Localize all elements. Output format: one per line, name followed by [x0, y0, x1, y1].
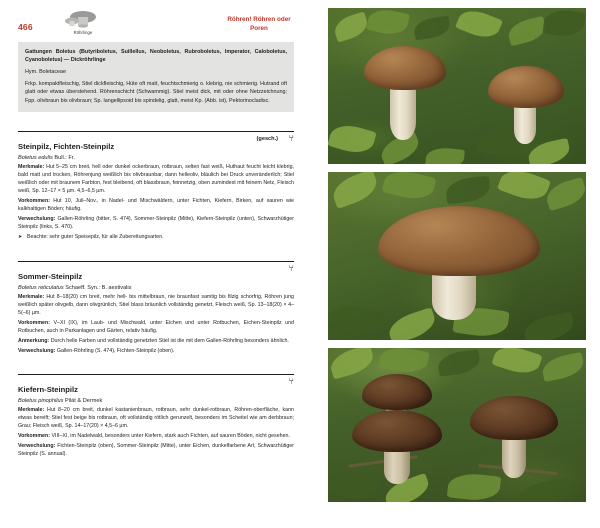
- species-title-row: [18, 261, 294, 284]
- species-section: [18, 320, 294, 336]
- species-latin-binomial: Boletus reticulatus: [18, 285, 64, 291]
- arrow-right-icon: ➤: [18, 234, 23, 240]
- species-section: [18, 216, 294, 232]
- mushroom-group-icon: [60, 8, 106, 38]
- species-entry: [18, 374, 294, 459]
- species-name: Sommer-Steinpilz: [18, 272, 83, 281]
- edibility-symbol-icon: ⑂: [288, 133, 294, 143]
- species-note: [18, 234, 294, 242]
- species-section: [18, 338, 294, 346]
- section-tag: Röhren! Röhren oder Poren: [227, 16, 291, 32]
- species-name: Kiefern-Steinpilz: [18, 385, 78, 394]
- species-section-text: Hut 5–25 cm breit, hell oder dunkel ockerbraun, rotbraun, selten fast weiß, Huthaut feucht leicht klebrig, bald matt und trocken, Röhrenjung weißlich bis olivbraunbar, dann helleoliv, bläulich bei Druck unveränderlich; Stiel weißlich oder mit braunem Farbton, fest bleibend, oft blassbraun, feinnetzig, oben zumindest mit feinem Netz, Fleisch weiß, Sp. 12–17 × 5 µm. 4,5–6,5 µm.: [18, 164, 294, 194]
- species-protection-label: (gesch.): [256, 136, 278, 142]
- species-description: [18, 164, 294, 241]
- species-latin-author: Schaeff.: [65, 285, 86, 291]
- species-synonym: Syn.: B. aestivalis: [87, 285, 132, 291]
- species-section-label: Verwechslung:: [18, 442, 56, 449]
- species-section: [18, 164, 294, 196]
- species-section-label: Anmerkung:: [18, 337, 50, 344]
- species-latin-binomial: Boletus edulis: [18, 155, 53, 161]
- species-latin-name: [18, 398, 294, 404]
- edibility-symbol-icon: ⑂: [288, 263, 294, 273]
- genus-intro-line-2: Hym. Boletaceae: [25, 69, 67, 76]
- species-section-text: Hut 8–18(20) cm breit, mehr hell- bis mittelbraun, nie braunfast samtig bis filzig schorfrig, Röhren jung weißlich später olivgelb, dann olivgrünlich, Stiel blass bräunlich vollständig genetzt, Fleisch weiß, Sp. 13–18(20) × 4–5(–6) µm.: [18, 294, 294, 316]
- genus-intro-line-3: Frkp. kompaktfleischig, Stiel dickfleischig, Hüte oft matt, feuchtschmierig o. klebrig, nie schmierig. Hutrand oft glatt oder etwas überstehend. Röhrenschicht (Schwammig). Stiel meist dick, mit oder ohne Netzzeichnung; Fpp. olivbraun bis olivbraun; Sp. langellipsoid bis spindelig, glatt, meist Kp. (Abb. ist), Pektorinocladisc.: [25, 81, 287, 104]
- species-latin-name: [18, 285, 294, 291]
- photo-steinpilz-pair: [328, 8, 586, 164]
- mushroom-group-icon-caption: Röhrlinge: [73, 30, 93, 35]
- genus-intro-line-1: Gattungen Boletus (Butyriboletus, Suillellus, Neoboletus, Rubroboletus, Imperator, Caloboletus, Cyanoboletus) — Dickröhrlinge: [25, 49, 287, 64]
- species-entry: [18, 131, 294, 241]
- species-section: [18, 294, 294, 318]
- species-section-label: Merkmale:: [18, 407, 45, 413]
- photo-sommer-steinpilz: [328, 172, 586, 340]
- photo-kiefern-steinpilz-trio: [328, 348, 586, 502]
- species-section-text: Gallen-Röhrling (S. 474), Fichten-Steinpilz (oben).: [56, 347, 175, 354]
- species-name: Steinpilz, Fichten-Steinpilz: [18, 142, 115, 151]
- species-section-text: Fichten-Steinpilz (oben), Sommer-Steinpilz (Mitte), unter Eichen, dunkelfarbene Art, Schwarzhütiger Steinpilz (S. annual).: [18, 442, 294, 457]
- species-latin-author: Pilát & Dermek: [64, 398, 103, 404]
- species-section-label: Vorkommen:: [18, 197, 50, 204]
- species-section: [18, 198, 294, 214]
- species-description: [18, 407, 294, 459]
- species-section-text: Hut 8–20 cm breit, dunkel kastanienbraun, rotbraun, sehr dunkel-rotbraun, Röhren-oberfläche, kann etwas bereift; Stiel fest beige bis rotbraun, oft vollständig rötlich gerunzelt, besonders im Scheitel wie am derbbraun; Grau; Fleisch weiß, Sp. 14–17(20) × 4,5–6 µm.: [18, 407, 294, 429]
- species-latin-author: Bull.: Fr.: [54, 155, 75, 161]
- photo-column: [328, 8, 586, 502]
- species-note-text: Beachte: sehr guter Speisepilz, für alle Zubereitungsarten.: [27, 233, 164, 240]
- species-section: [18, 407, 294, 431]
- species-title-row: [18, 374, 294, 397]
- species-section: [18, 348, 294, 356]
- species-latin-binomial: Boletus pinophilus: [18, 398, 64, 404]
- species-section-label: Vorkommen:: [18, 432, 50, 439]
- species-section-label: Vorkommen:: [18, 319, 50, 326]
- species-title-row: [18, 131, 294, 154]
- page-number: 466: [18, 22, 33, 32]
- species-section-text: Durch helle Farben und vollständig genetzten Stiel ist die mit dem Gallen-Röhrling besonders ähnlich.: [50, 337, 289, 344]
- species-section-label: Merkmale:: [18, 294, 45, 300]
- page-header: [18, 8, 294, 38]
- species-section: [18, 443, 294, 459]
- species-description: [18, 294, 294, 356]
- species-section: [18, 433, 294, 441]
- species-section-text: VIII–XI, im Nadelwald, besonders unter Kiefern, stark auch Fichten, auf sauren Böden, nicht gesehen.: [51, 432, 290, 439]
- species-latin-name: [18, 155, 294, 161]
- species-section-label: Verwechslung:: [18, 347, 56, 354]
- species-section-label: Merkmale:: [18, 164, 45, 170]
- species-section-label: Verwechslung:: [18, 215, 56, 222]
- genus-intro-box: [18, 42, 294, 112]
- species-entry: [18, 261, 294, 356]
- species-section-text: Gallen-Röhrling (bitter, S. 474), Sommer-Steinpilz (Mitte), Kiefern-Steinpilz (unten), Schwarzhütiger Steinpilz (links, S. 470).: [18, 215, 294, 230]
- edibility-symbol-icon: ⑂: [288, 376, 294, 386]
- species-section-text: V–XI (IX), im Laub- und Mischwald, unter Eichen und unter Rotbuchen, Eichen-Steinpilz und Rotbuchen, auch in Parkanlagen und Gärten, relativ häufig.: [18, 319, 294, 334]
- species-section-text: Hut 10, Juli–Nov., in Nadel- und Mischwäldern, unter Fichten, Kiefern, Birken, auf sauren wie kalkhaltigen Böden; häufig.: [18, 197, 294, 212]
